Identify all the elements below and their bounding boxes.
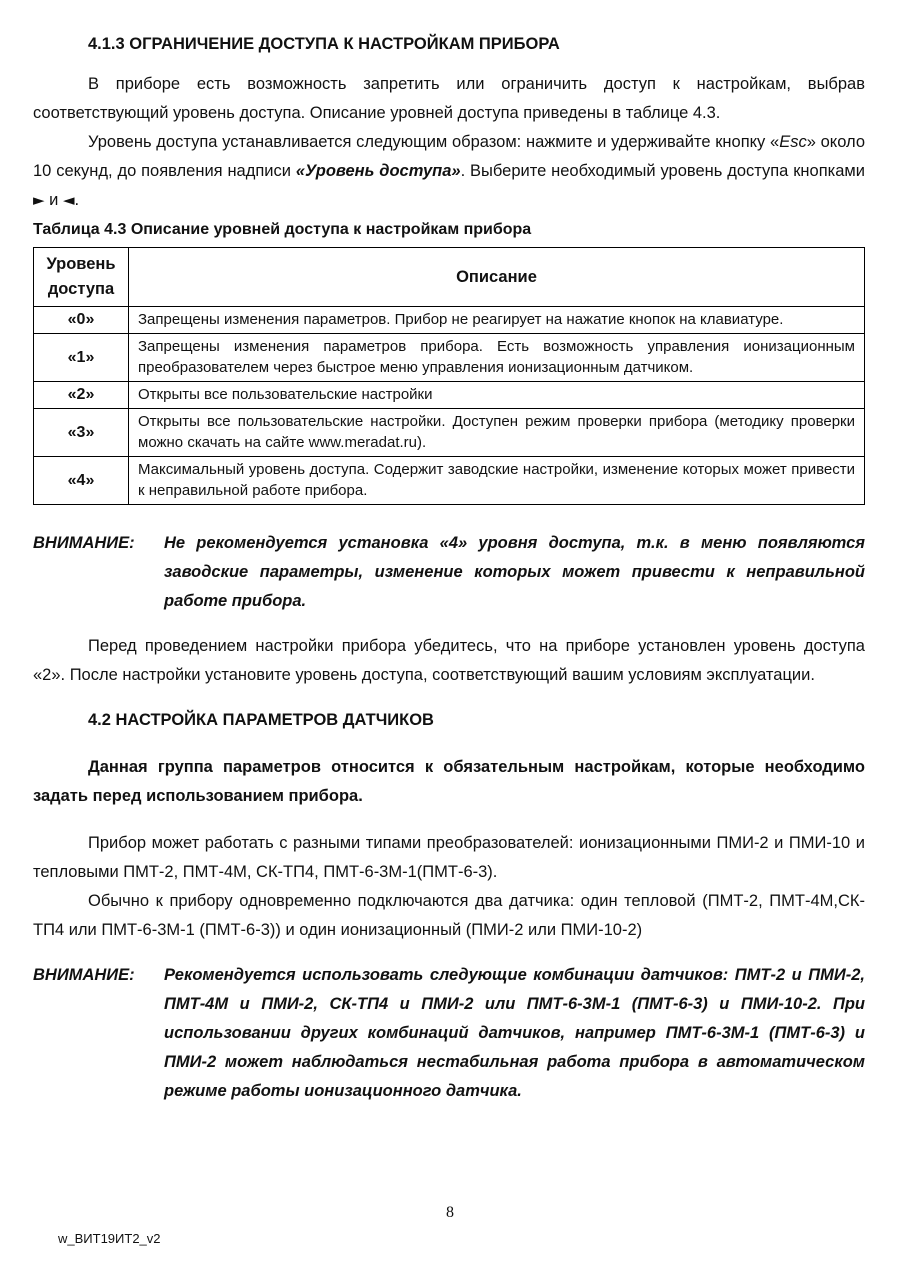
paragraph-mandatory-settings: Данная группа параметров относится к обязательным настройкам, которые необходимо задать перед использованием прибора. bbox=[33, 758, 865, 805]
level-cell: «4» bbox=[34, 457, 129, 505]
description-cell: Открыты все пользовательские настройки. Доступен режим проверки прибора (методику проверки можно скачать на сайте www.meradat.ru). bbox=[129, 409, 865, 457]
paragraph-level-set-text-2: » около 10 секунд, до появления надписи bbox=[33, 133, 865, 180]
document-id: w_ВИТ19ИТ2_v2 bbox=[58, 1231, 161, 1246]
paragraph-level-set-text-1: Уровень доступа устанавливается следующим образом: нажмите и удерживайте кнопку « bbox=[88, 133, 780, 151]
table-header-row bbox=[34, 248, 865, 307]
table-row bbox=[34, 409, 865, 457]
attention-label: ВНИМАНИЕ: bbox=[33, 534, 135, 552]
access-levels-table bbox=[33, 247, 865, 505]
table-row bbox=[34, 334, 865, 382]
table-row bbox=[34, 457, 865, 505]
arrow-right-icon: ► bbox=[33, 191, 45, 209]
section-heading-413: 4.1.3 ОГРАНИЧЕНИЕ ДОСТУПА К НАСТРОЙКАМ ПРИБОРА bbox=[88, 35, 560, 53]
level-cell: «2» bbox=[34, 382, 129, 409]
description-cell: Открыты все пользовательские настройки bbox=[129, 382, 865, 409]
description-cell: Запрещены изменения параметров. Прибор не реагирует на нажатие кнопок на клавиатуре. bbox=[129, 307, 865, 334]
level-cell: «0» bbox=[34, 307, 129, 334]
section-heading-42: 4.2 НАСТРОЙКА ПАРАМЕТРОВ ДАТЧИКОВ bbox=[88, 711, 434, 729]
attention-block-access-level bbox=[33, 529, 865, 616]
description-cell: Запрещены изменения параметров прибора. Есть возможность управления ионизационным преобразователем через быстрое меню управления ионизационным датчиком. bbox=[129, 334, 865, 382]
table-row bbox=[34, 307, 865, 334]
table-caption: Таблица 4.3 Описание уровней доступа к настройкам прибора bbox=[33, 221, 532, 238]
esc-key-label: Esc bbox=[779, 133, 807, 151]
level-cell: «1» bbox=[34, 334, 129, 382]
table-row bbox=[34, 382, 865, 409]
paragraph-usual-connection: Обычно к прибору одновременно подключаются два датчика: один тепловой (ПМТ-2, ПМТ-4М,СК-ТП4 или ПМТ-6-3М-1 (ПМТ-6-3)) и один ионизационный (ПМИ-2 или ПМИ-10-2) bbox=[33, 892, 865, 939]
attention-text: Не рекомендуется установка «4» уровня доступа, т.к. в меню появляются заводские параметры, изменение которых может привести к неправильной работе прибора. bbox=[164, 534, 865, 610]
attention-block-sensor-combinations bbox=[33, 961, 865, 1106]
attention-text: Рекомендуется использовать следующие комбинации датчиков: ПМТ-2 и ПМИ-2, ПМТ-4М и ПМИ-2, СК-ТП4 и ПМИ-2 или ПМТ-6-3М-1 (ПМТ-6-3) и ПМИ-10-2. При использовании других комбинаций датчиков, например ПМТ-6-3М-1 (ПМТ-6-3) и ПМИ-2 может наблюдаться нестабильная работа прибора в автоматическом режиме работы ионизационного датчика. bbox=[164, 966, 865, 1100]
paragraph-level-set-text-5: . bbox=[74, 191, 80, 209]
access-level-label: «Уровень доступа» bbox=[295, 162, 461, 180]
page-number: 8 bbox=[446, 1204, 454, 1221]
description-cell: Максимальный уровень доступа. Содержит заводские настройки, изменение которых может привести к неправильной работе прибора. bbox=[129, 457, 865, 505]
arrow-left-icon: ◄ bbox=[62, 191, 75, 209]
paragraph-level-set-text-3: . Выберите необходимый уровень доступа кнопками bbox=[460, 162, 865, 180]
paragraph-before-setup: Перед проведением настройки прибора убедитесь, что на приборе установлен уровень доступа «2». После настройки установите уровень доступа, соответствующий вашим условиям эксплуатации. bbox=[33, 637, 865, 684]
paragraph-level-set bbox=[33, 128, 865, 215]
level-cell: «3» bbox=[34, 409, 129, 457]
paragraph-access-intro: В приборе есть возможность запретить или ограничить доступ к настройкам, выбрав соответствующий уровень доступа. Описание уровней доступа приведены в таблице 4.3. bbox=[33, 75, 865, 122]
paragraph-sensor-types: Прибор может работать с разными типами преобразователей: ионизационными ПМИ-2 и ПМИ-10 и тепловыми ПМТ-2, ПМТ-4М, СК-ТП4, ПМТ-6-3М-1(ПМТ-6-3). bbox=[33, 834, 865, 881]
column-header-level: Уровень доступа bbox=[34, 248, 129, 307]
paragraph-level-set-text-4: и bbox=[44, 191, 63, 209]
attention-label: ВНИМАНИЕ: bbox=[33, 966, 135, 984]
column-header-description: Описание bbox=[129, 248, 865, 307]
